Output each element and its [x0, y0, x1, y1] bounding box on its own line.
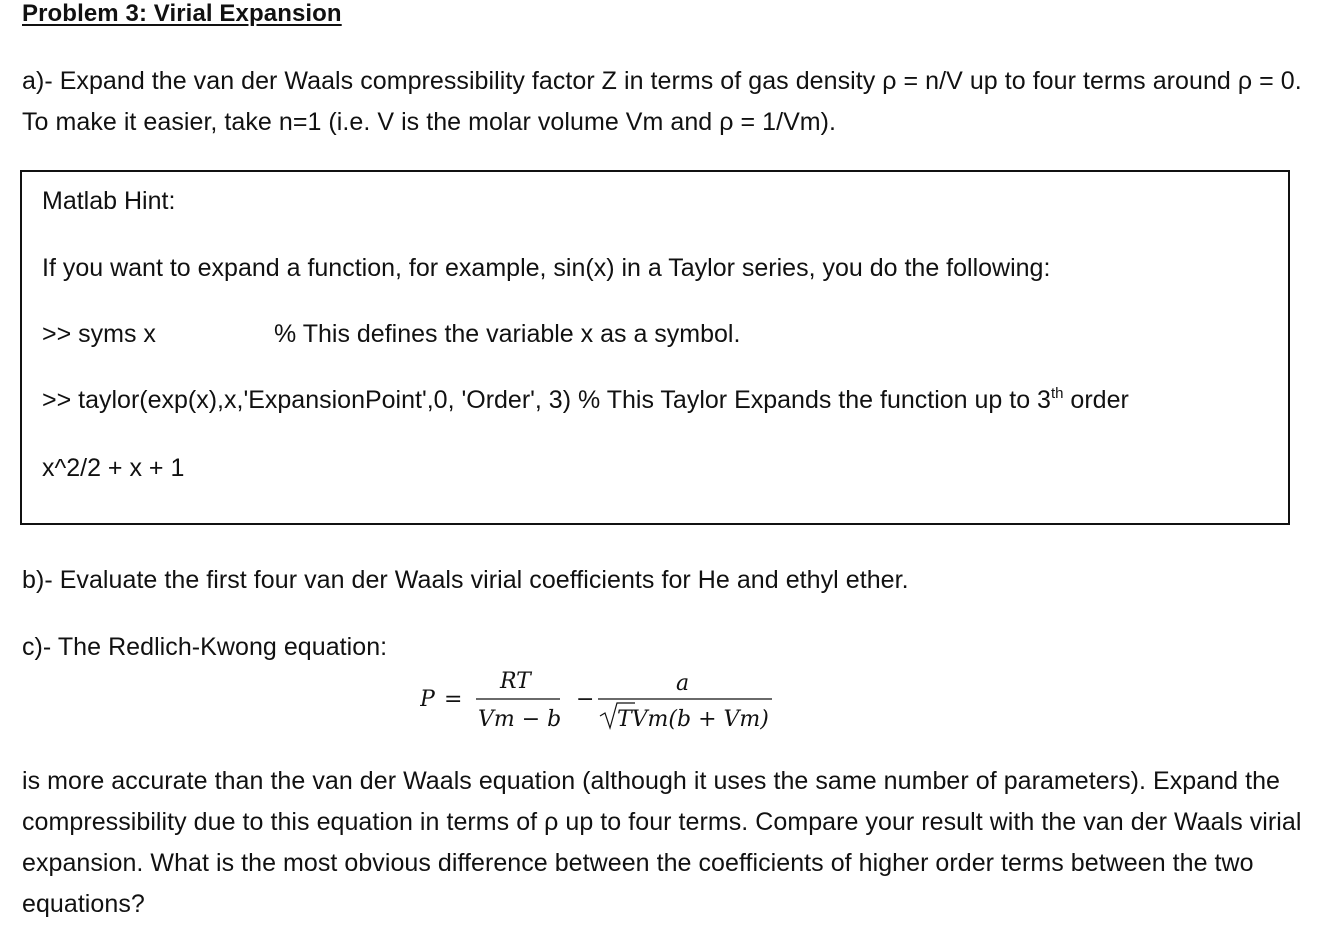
redlich-kwong-equation [420, 664, 800, 744]
equation-frac2-denominator: TVm(b + Vm) [617, 707, 769, 732]
hint-intro: If you want to expand a function, for example, sin(x) in a Taylor series, you do the following: [42, 254, 1051, 282]
equation-frac1-denominator: Vm − b [478, 707, 562, 732]
hint-command-taylor-tail: order [1063, 386, 1129, 414]
equation-frac2-numerator: a [676, 671, 690, 696]
hint-label: Matlab Hint: [42, 187, 176, 215]
part-c-text: is more accurate than the van der Waals equation (although it uses the same number of parameters). Expand the compressibility due to this equation in terms of ρ up to four terms. Compare your result with the van der Waals virial expansion. What is the most obvious difference between the coefficients of higher order terms between the two equations? [22, 767, 1302, 918]
matlab-hint-box [20, 170, 1290, 525]
hint-result: x^2/2 + x + 1 [42, 454, 185, 482]
hint-command-taylor-text: >> taylor(exp(x),x,'ExpansionPoint',0, 'Order', 3) % This Taylor Expands the function up to 3 [42, 386, 1051, 414]
equation-lhs: P [420, 687, 435, 712]
equation-equals: = [444, 687, 463, 712]
equation-minus: − [576, 687, 595, 712]
part-c-intro: c)- The Redlich-Kwong equation: [22, 633, 388, 661]
part-a-text: a)- Expand the van der Waals compressibility factor Z in terms of gas density ρ = n/V up to four terms around ρ = 0. To make it easier, take n=1 (i.e. V is the molar volume Vm and ρ = 1/Vm). [22, 67, 1302, 136]
equation-frac1-numerator: RT [500, 669, 531, 694]
part-b-text: b)- Evaluate the first four van der Waals virial coefficients for He and ethyl ether. [22, 566, 909, 594]
problem-title: Problem 3: Virial Expansion [22, 0, 342, 27]
hint-command-taylor-superscript: th [1050, 385, 1064, 402]
hint-command-syms-comment: % This defines the variable x as a symbol. [274, 320, 741, 348]
hint-command-syms: >> syms x [42, 320, 156, 348]
hint-command-taylor [42, 386, 1129, 415]
